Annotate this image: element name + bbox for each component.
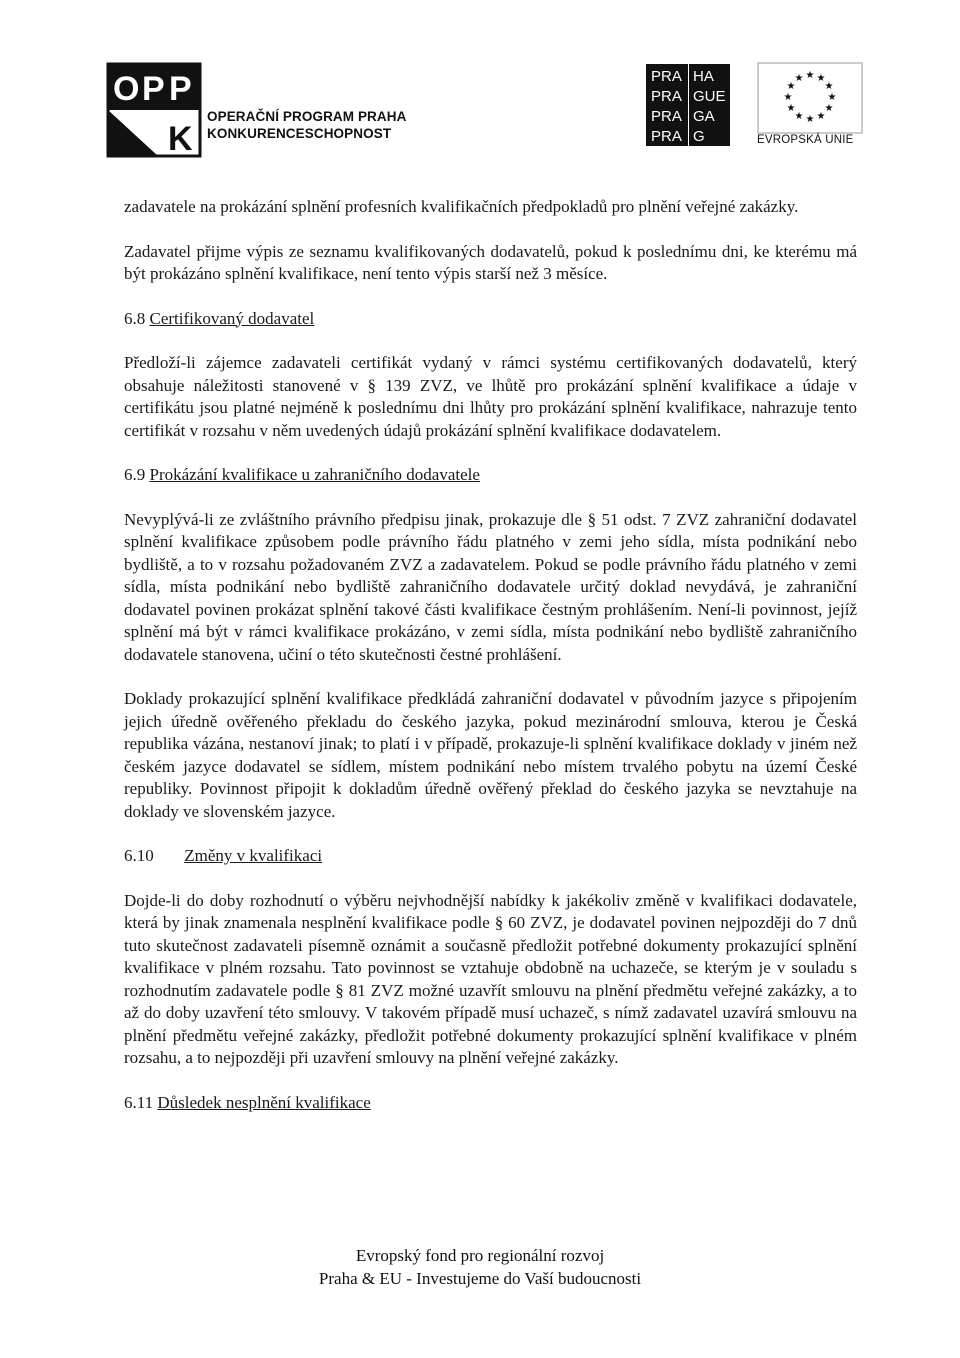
praha-left-2: PRA <box>651 88 682 105</box>
svg-text:★: ★ <box>816 73 826 84</box>
footer-line1: Evropský fond pro regionální rozvoj <box>355 1246 605 1265</box>
praha-right-4: G <box>693 128 705 145</box>
paragraph-zahranicni-dodavatel: Nevyplývá-li ze zvláštního právního předpisu jinak, prokazuje dle § 51 odst. 7 ZVZ zahraniční dodavatel splnění kvalifikace způsobem podle právního řádu platného v zemi jeho sídla, místa podnikání nebo bydliště, a to v rozsahu požadovaném ZVZ a zadavatelem. Pokud se podle právního řádu platného v zemi sídla, místa podnikání nebo bydliště zahraničního dodavatele určitý doklad nevydává, je zahraniční dodavatel povinen prokázat splnění takové části kvalifikace čestným prohlášením. Není-li povinnost, jejíž splnění má být v rámci kvalifikace prokázáno, v zemi sídla, místa podnikání nebo bydliště zahraničního dodavatele stanovena, učiní o této skutečnosti čestné prohlášení. <box>124 509 857 664</box>
opp-logo <box>106 62 202 158</box>
opp-title-line2: KONKURENCESCHOPNOST <box>207 126 392 141</box>
section-heading-6-9 <box>124 464 857 487</box>
paragraph-profesni-kvalifikace: zadavatele na prokázání splnění profesních kvalifikačních předpokladů pro plnění veřejné zakázky. <box>124 197 799 216</box>
paragraph-zmeny-kvalifikace: Dojde-li do doby rozhodnutí o výběru nejvhodnější nabídky k jakékoliv změně v kvalifikaci dodavatele, která by jinak znamenala nesplnění kvalifikace podle § 60 ZVZ, je dodavatel povinen nejpozději do 7 dnů tuto skutečnost zadavateli písemně oznámit a současně předložit potřebné dokumenty prokazující splnění kvalifikace v plném rozsahu. Tato povinnost se vztahuje obdobně na uchazeče, se kterým je v souladu s rozhodnutím zadavatele podle § 81 ZVZ možné uzavřít smlouvu na plnění předmětu veřejné zakázky, a to až do doby uzavření této smlouvy. V takovém případě musí uchazeč, s nímž zadavatel uzavírá smlouvu na plnění předmětu veřejné zakázky, předložit potřebné dokumenty prokazující splnění kvalifikace v plném rozsahu, a to nejpozději při uzavření smlouvy na plnění veřejné zakázky. <box>124 890 857 1067</box>
praha-left-1: PRA <box>651 68 682 85</box>
svg-text:★: ★ <box>824 103 834 114</box>
section-title: Důsledek nesplnění kvalifikace <box>157 1092 371 1112</box>
svg-text:★: ★ <box>794 111 804 122</box>
opp-letter-p2: P <box>169 70 192 108</box>
footer-line2: Praha & EU - Investujeme do Vaší budoucnosti <box>318 1269 642 1288</box>
svg-text:★: ★ <box>827 92 837 103</box>
section-heading-6-8 <box>124 308 857 331</box>
opp-letter-k: K <box>168 120 193 158</box>
svg-text:★: ★ <box>805 114 815 125</box>
section-number: 6.11 <box>124 1092 154 1112</box>
svg-text:★: ★ <box>824 81 834 92</box>
svg-text:★: ★ <box>794 73 804 84</box>
paragraph-doklady-preklad: Doklady prokazující splnění kvalifikace předkládá zahraniční dodavatel v původním jazyce s připojením jejich úředně ověřeného překladu do českého jazyka, pokud mezinárodní smlouva, kterou je Česká republika vázána, nestanoví jinak; to platí i v případě, prokazuje-li splnění kvalifikace doklady v jiném než českém jazyce dodavatel se sídlem, místem podnikání nebo místem trvalého pobytu na území České republiky. Povinnost připojit k dokladům úředně ověřený překlad do českého jazyka se nevztahuje na doklady ve slovenském jazyce. <box>124 689 857 821</box>
praha-right-2: GUE <box>693 88 726 105</box>
opp-program-title <box>207 108 406 142</box>
paragraph-vypis-seznam: Zadavatel přijme výpis ze seznamu kvalifikovaných dodavatelů, pokud k poslednímu dni, ke kterému má být prokázáno splnění kvalifikace, není tento výpis starší než 3 měsíce. <box>124 241 857 283</box>
section-number: 6.10 <box>124 846 154 865</box>
paragraph-certifikovany-dodavatel: Předloží-li zájemce zadavateli certifikát vydaný v rámci systému certifikovaných dodavatelů, který obsahuje náležitosti stanovené v § 139 ZVZ, ve lhůtě pro prokázání splnění kvalifikace a údaje v certifikátu jsou platné nejméně k poslednímu dni lhůty pro prokázání splnění kvalifikace, nahrazuje tento certifikát v rozsahu v něm uvedených údajů prokázání splnění kvalifikace dodavatelem. <box>124 353 857 440</box>
svg-text:★: ★ <box>805 70 815 81</box>
svg-text:★: ★ <box>786 81 796 92</box>
svg-text:★: ★ <box>786 103 796 114</box>
section-number: 6.8 <box>124 308 146 328</box>
svg-text:★: ★ <box>783 92 793 103</box>
page-footer <box>0 1244 960 1290</box>
opp-letter-p1: P <box>142 70 165 108</box>
praha-left-3: PRA <box>651 108 682 125</box>
section-title: Změny v kvalifikaci <box>184 846 323 865</box>
document-body <box>124 196 857 1136</box>
eu-label: EVROPSKÁ UNIE <box>757 134 854 146</box>
section-heading-6-11 <box>124 1092 857 1115</box>
praha-right-3: GA <box>693 108 715 125</box>
page-header <box>0 0 960 160</box>
section-number: 6.9 <box>124 465 146 484</box>
opp-letter-o: O <box>113 70 140 108</box>
section-heading-6-10 <box>124 845 857 868</box>
opp-title-line1: OPERAČNÍ PROGRAM PRAHA <box>207 109 407 124</box>
svg-text:★: ★ <box>816 111 826 122</box>
praha-left-4: PRA <box>651 128 682 145</box>
praha-right-1: HA <box>693 68 714 85</box>
section-title: Certifikovaný dodavatel <box>149 308 315 328</box>
praha-logo <box>646 64 730 146</box>
section-title: Prokázání kvalifikace u zahraničního dodavatele <box>149 465 480 484</box>
